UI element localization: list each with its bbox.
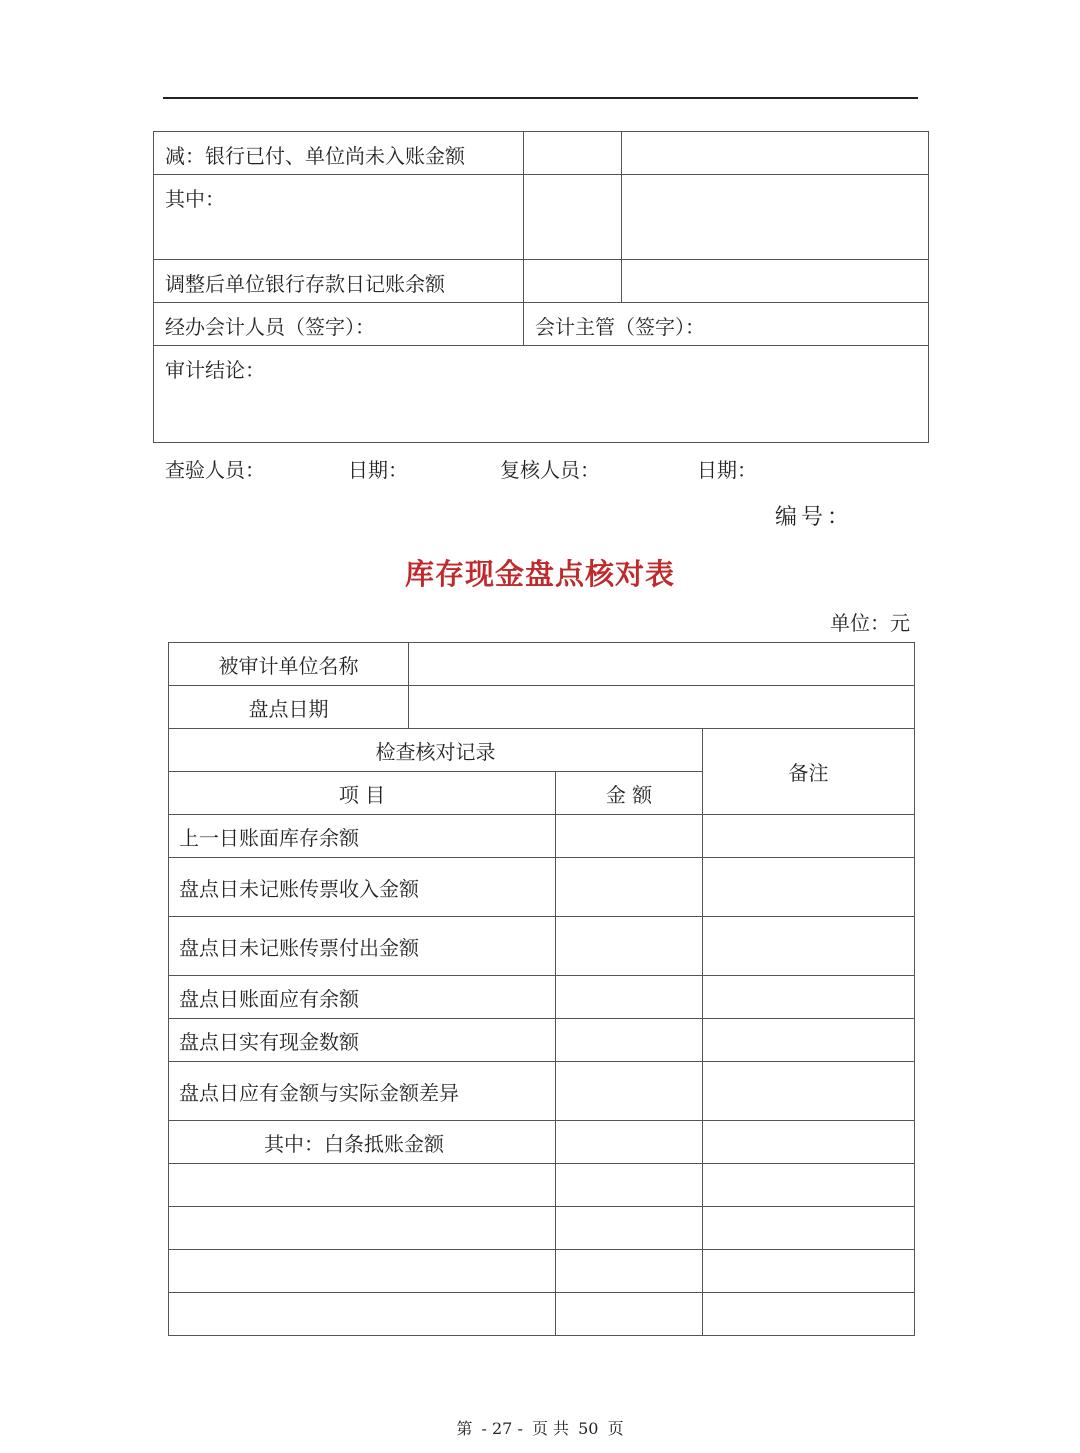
remarks-cell xyxy=(703,976,915,1019)
table-row-label: 盘点日未记账传票收入金额 xyxy=(169,858,556,917)
unit-label: 单位：元 xyxy=(830,611,910,635)
of-which-cell-2 xyxy=(622,175,929,260)
amount-cell xyxy=(556,917,703,976)
remarks-cell xyxy=(703,1250,915,1293)
remarks-cell xyxy=(703,917,915,976)
supervisor-signature: 会计主管（签字）： xyxy=(524,303,929,346)
remarks-cell xyxy=(703,1164,915,1207)
remarks-cell xyxy=(703,815,915,858)
check-record-header: 检查核对记录 xyxy=(169,729,703,772)
deduct-bank-paid-cell xyxy=(524,132,622,175)
deduct-bank-paid-cell-2 xyxy=(622,132,929,175)
remarks-cell xyxy=(703,1062,915,1121)
item-header: 项 目 xyxy=(169,772,556,815)
entity-name-cell xyxy=(409,643,915,686)
amount-cell xyxy=(556,1121,703,1164)
footer-total-pages: 50 xyxy=(578,1419,599,1438)
amount-cell xyxy=(556,1019,703,1062)
amount-cell xyxy=(556,976,703,1019)
amount-cell xyxy=(556,1164,703,1207)
count-date-label: 盘点日期 xyxy=(169,686,409,729)
remarks-header: 备注 xyxy=(703,729,915,815)
accountant-signature: 经办会计人员（签字）： xyxy=(154,303,524,346)
table-row-label: 其中：白条抵账金额 xyxy=(169,1121,556,1164)
remarks-cell xyxy=(703,1121,915,1164)
amount-cell xyxy=(556,858,703,917)
amount-cell xyxy=(556,1207,703,1250)
adjusted-balance-cell-2 xyxy=(622,260,929,303)
bank-reconciliation-table xyxy=(153,131,929,443)
serial-number-label: 编号： xyxy=(775,505,854,530)
remarks-cell xyxy=(703,1019,915,1062)
footer-page-number: - 27 - xyxy=(481,1419,523,1438)
amount-cell xyxy=(556,1250,703,1293)
of-which-label: 其中： xyxy=(154,175,524,260)
count-date-cell xyxy=(409,686,915,729)
page-footer xyxy=(0,1416,1080,1439)
adjusted-balance-label: 调整后单位银行存款日记账余额 xyxy=(154,260,524,303)
blank-row-cell xyxy=(169,1164,556,1207)
table-row-label: 盘点日实有现金数额 xyxy=(169,1019,556,1062)
entity-name-label: 被审计单位名称 xyxy=(169,643,409,686)
remarks-cell xyxy=(703,1293,915,1336)
amount-cell xyxy=(556,1293,703,1336)
amount-header: 金 额 xyxy=(556,772,703,815)
cash-count-table xyxy=(168,642,915,1336)
reviewer-label: 复核人员： xyxy=(500,458,600,482)
blank-row-cell xyxy=(169,1207,556,1250)
audit-conclusion: 审计结论： xyxy=(154,346,929,443)
deduct-bank-paid-label: 减：银行已付、单位尚未入账金额 xyxy=(154,132,524,175)
date-label-2: 日期： xyxy=(697,458,757,482)
adjusted-balance-cell xyxy=(524,260,622,303)
header-rule xyxy=(163,97,918,99)
table-row-label: 上一日账面库存余额 xyxy=(169,815,556,858)
blank-row-cell xyxy=(169,1250,556,1293)
of-which-cell xyxy=(524,175,622,260)
amount-cell xyxy=(556,815,703,858)
footer-prefix: 第 xyxy=(456,1419,473,1438)
blank-row-cell xyxy=(169,1293,556,1336)
table-row-label: 盘点日账面应有余额 xyxy=(169,976,556,1019)
table-row-label: 盘点日未记账传票付出金额 xyxy=(169,917,556,976)
footer-suffix: 页 xyxy=(607,1419,624,1438)
amount-cell xyxy=(556,1062,703,1121)
page-title: 库存现金盘点核对表 xyxy=(404,557,675,591)
remarks-cell xyxy=(703,858,915,917)
footer-mid: 页 共 xyxy=(531,1419,570,1438)
table-row-label: 盘点日应有金额与实际金额差异 xyxy=(169,1062,556,1121)
date-label-1: 日期： xyxy=(348,458,408,482)
remarks-cell xyxy=(703,1207,915,1250)
inspector-label: 查验人员： xyxy=(165,458,265,482)
